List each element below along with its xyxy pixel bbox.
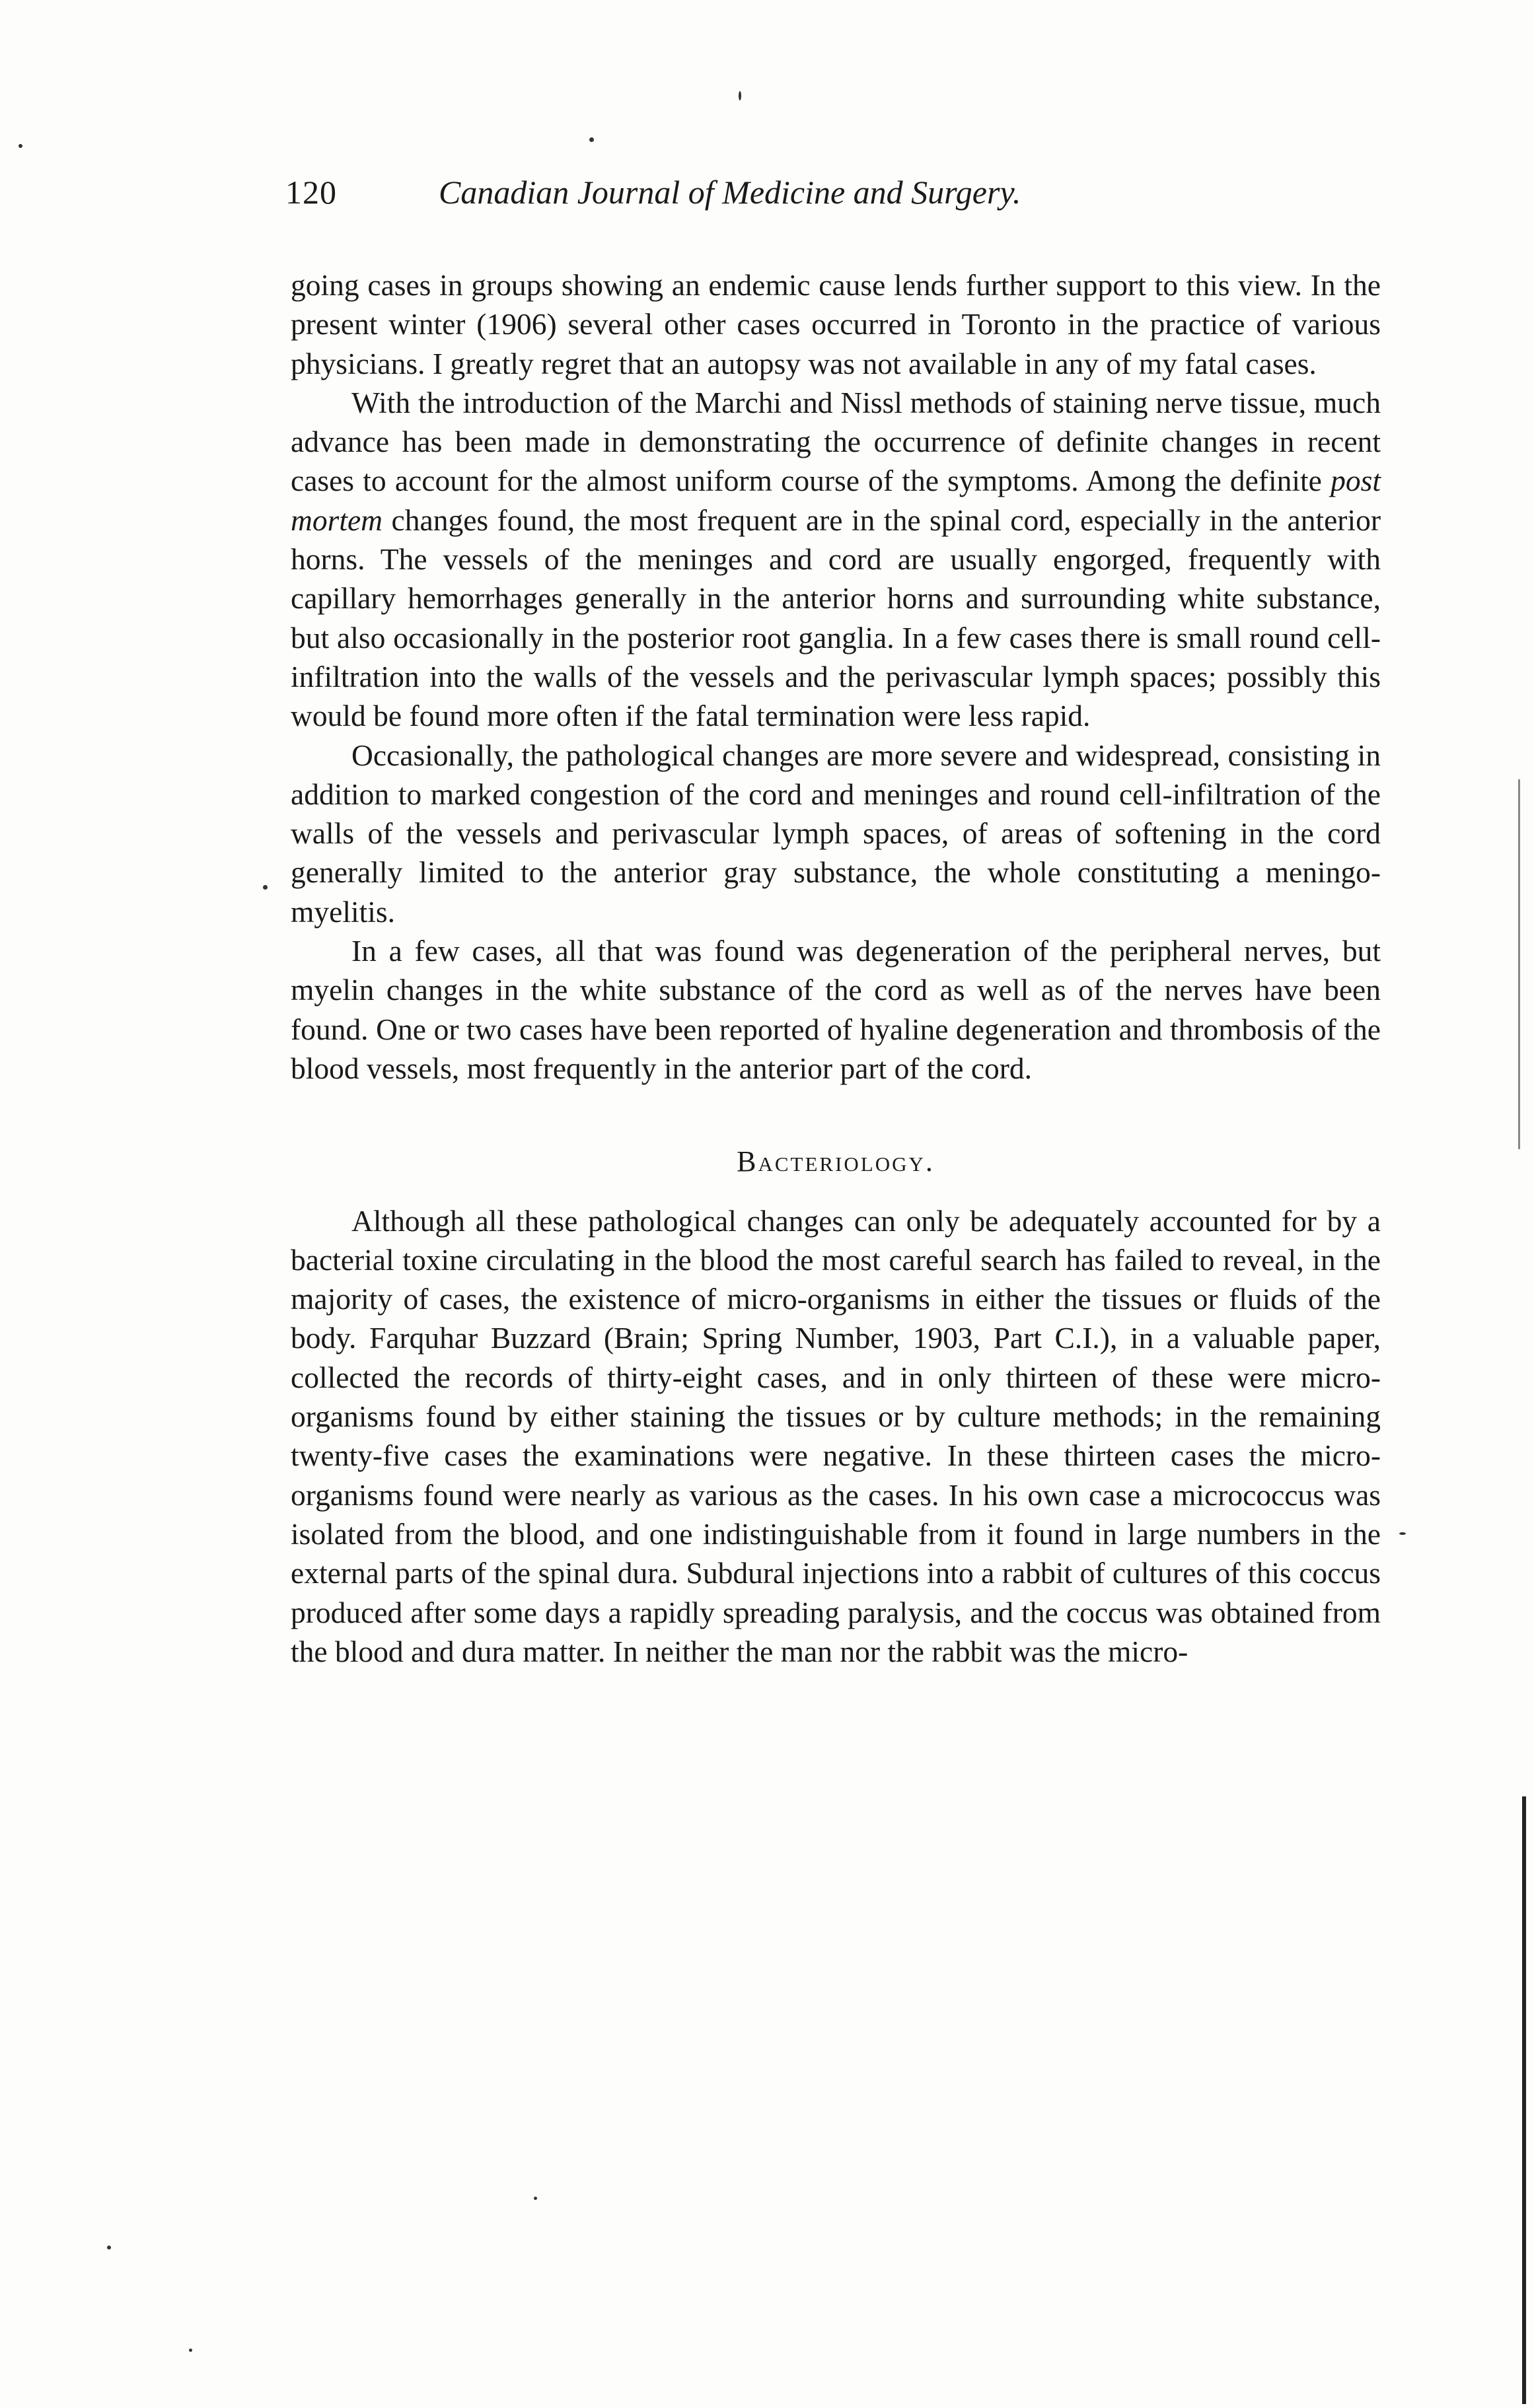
scan-speck [1399, 1532, 1406, 1535]
scan-speck [589, 137, 594, 142]
paragraph-text: With the introduction of the Marchi and Nissl methods of staining nerve tissue, much advance has been made in demonstrating the occurrence of definite changes in recent cases to account for the almost uniform course of the symptoms. Among the definite [291, 385, 1381, 498]
section-heading: Bacteriology. [737, 1145, 935, 1178]
scan-edge-shadow [1522, 1796, 1526, 2404]
scan-edge-shadow [1518, 779, 1520, 1149]
paragraph: Although all these pathological changes can only be adequately accounted for by a bacterial toxine circulating in the blood the most careful search has failed to reveal, in the majority of cases, the existence of micro-organisms in either the tissues or fluids of the body. Farquhar Buzzard (Brain; Spring Number, 1903, Part C.I.), in a valuable paper, collected the records of thirty-eight cases, and in only thirteen of these were micro-organisms found by either staining the tissues or by culture methods; in the remaining twenty-five cases the examinations were negative. In these thirteen cases the micro-organisms found were nearly as various as the cases. In his own case a micrococcus was isolated from the blood, and one indistinguishable from it found in large numbers in the external parts of the spinal dura. Subdural injections into a rabbit of cultures of this coccus produced after some days a rapidly spreading paralysis, and the coccus was obtained from the blood and dura matter. In neither the man nor the rabbit was the micro- [291, 1203, 1381, 1668]
scan-speck [107, 2246, 111, 2249]
paragraph: going cases in groups showing an endemic cause lends further support to this view. In the present winter (1906) several other cases occurred in Toronto in the practice of various physicians. I greatly regret that an autopsy was not available in any of my fatal cases. [291, 268, 1381, 380]
article-body [291, 266, 1381, 1671]
italic-term: post mortem [291, 464, 1381, 537]
running-title: Canadian Journal of Medicine and Surgery. [439, 174, 1021, 211]
paragraph [291, 383, 1381, 736]
scan-speck [534, 2197, 537, 2200]
paragraph: In a few cases, all that was found was degeneration of the peripheral nerves, but myelin changes in the white substance of the cord as well as of the nerves have been found. One or two cases have been reported of hyaline degeneration and thrombosis of the blood vessels, most frequently in the anterior part of the cord. [291, 934, 1381, 1085]
scan-speck [189, 2349, 192, 2352]
scan-speck [739, 91, 741, 100]
page-number: 120 [285, 174, 337, 211]
scan-speck [18, 144, 22, 148]
paragraph-text: changes found, the most frequent are in the spinal cord, especially in the anterior horns. The vessels of the meninges and cord are usually engorged, frequently with capillary hemorrhages generally in the anterior horns and surrounding white substance, but also occasionally in the posterior root ganglia. In a few cases there is small round cell-infiltration into the walls of the vessels and the perivascular lymph spaces; possibly this would be found more often if the fatal termination were less rapid. [291, 503, 1381, 733]
paragraph: Occasionally, the pathological changes are more severe and widespread, consisting in addition to marked congestion of the cord and meninges and round cell-infiltration of the walls of the vessels and perivascular lymph spaces, of areas of softening in the cord generally limited to the anterior gray substance, the whole constituting a meningo-myelitis. [291, 738, 1381, 929]
page-header [285, 173, 1210, 226]
scan-speck [263, 885, 268, 890]
